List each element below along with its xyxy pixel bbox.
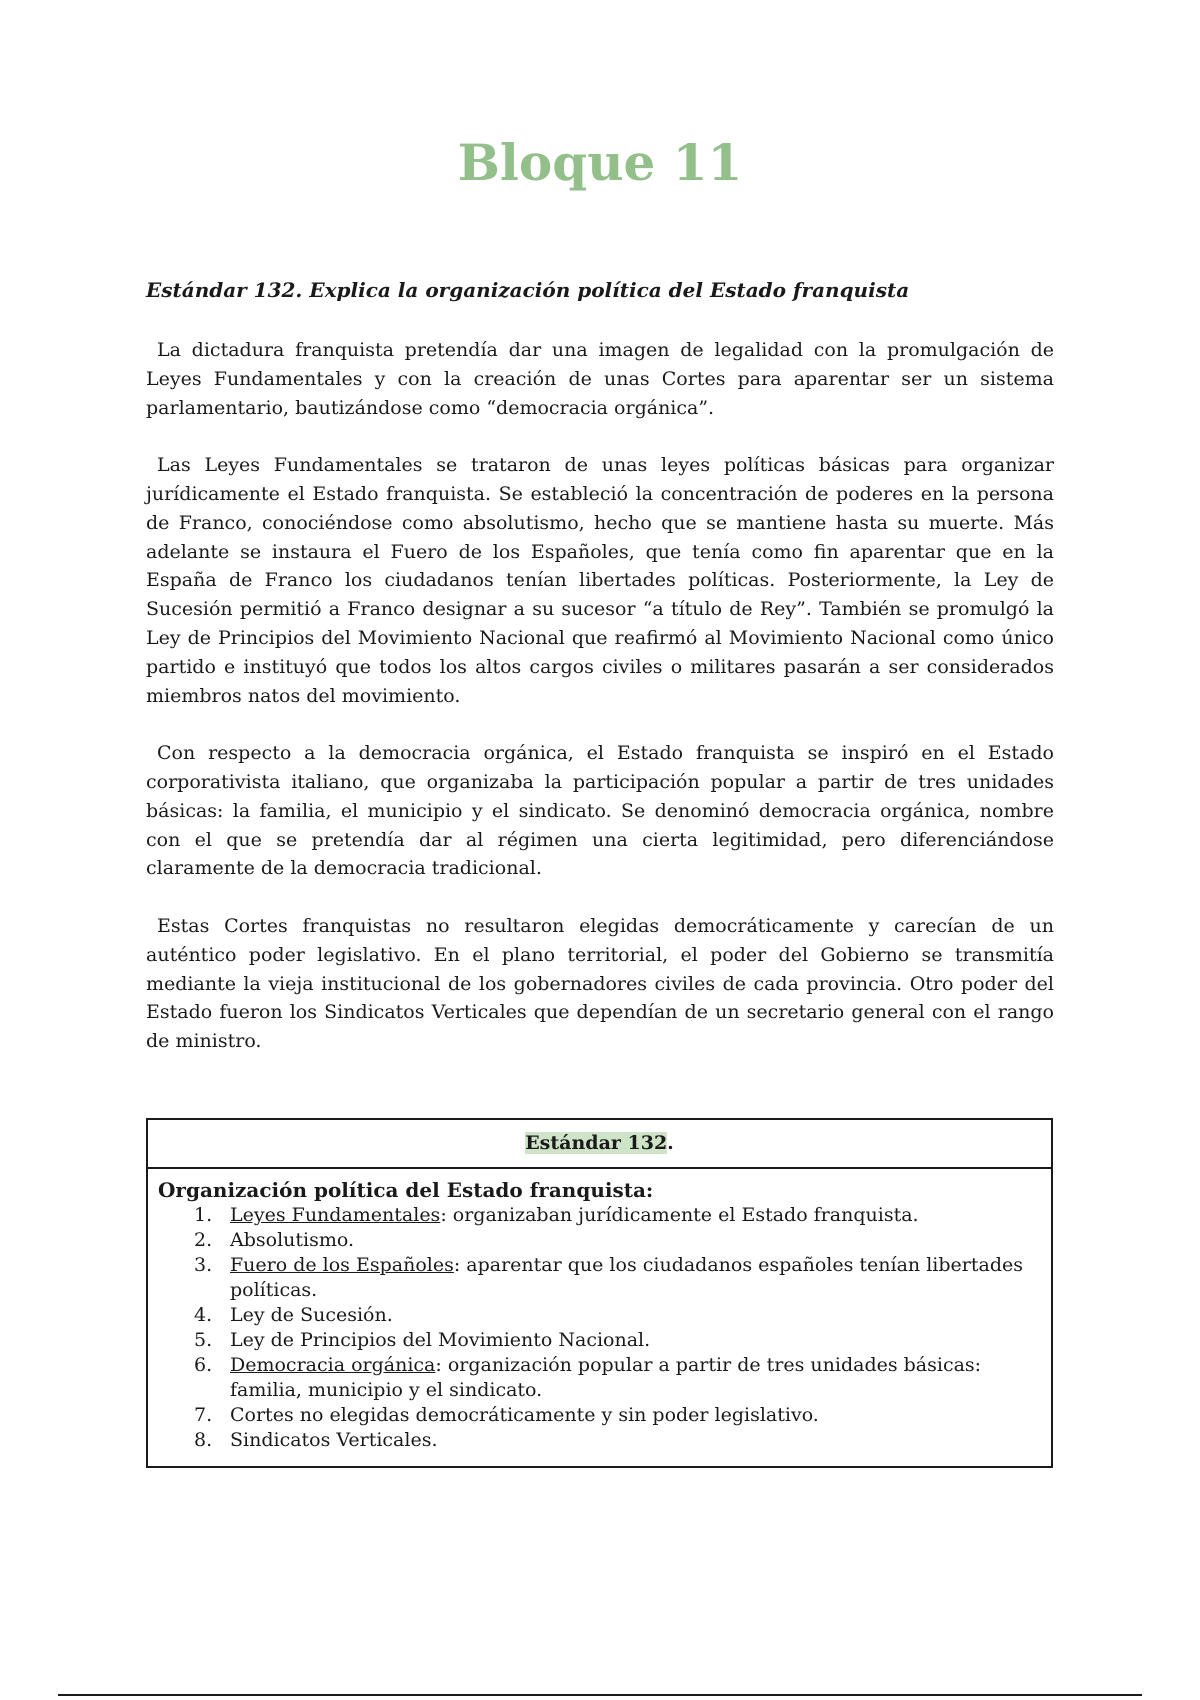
summary-box [146,1118,1053,1468]
list-term: Leyes Fundamentales [230,1204,441,1226]
list-item [158,1303,1041,1328]
list-text: Cortes no elegidas democráticamente y sin poder legislativo. [230,1404,819,1426]
list-item [158,1253,1041,1303]
list-number: 4. [194,1304,213,1326]
list-number: 6. [194,1354,213,1376]
list-number: 5. [194,1329,213,1351]
list-number: 7. [194,1404,213,1426]
list-item [158,1428,1041,1453]
list-item [158,1228,1041,1253]
summary-list [158,1203,1041,1453]
body-text [146,336,1054,1085]
footer-divider [58,1694,1142,1696]
list-text: : organización popular a partir de tres unidades básicas: familia, municipio y el sindicato. [230,1354,982,1401]
list-text: Sindicatos Verticales. [230,1429,438,1451]
list-text: : aparentar que los ciudadanos españoles tenían libertades políticas. [230,1254,1023,1301]
paragraph: Con respecto a la democracia orgánica, el Estado franquista se inspiró en el Estado corporativista italiano, que organizaba la participación popular a partir de tres unidades básicas: la familia, el municipio y el sindicato. Se denominó democracia orgánica, nombre con el que se pretendía dar al régimen una cierta legitimidad, pero diferenciándose claramente de la democracia tradicional. [146,742,1054,880]
list-term: Democracia orgánica [230,1354,436,1376]
list-item [158,1203,1041,1228]
paragraph: Las Leyes Fundamentales se trataron de unas leyes políticas básicas para organizar jurídicamente el Estado franquista. Se estableció la concentración de poderes en la persona de Franco, conociéndose como absolutismo, hecho que se mantiene hasta su muerte. Más adelante se instaura el Fuero de los Españoles, que tenía como fin aparentar que en la España de Franco los ciudadanos tenían libertades políticas. Posteriormente, la Ley de Sucesión permitió a Franco designar a su sucesor “a título de Rey”. También se promulgó la Ley de Principios del Movimiento Nacional que reafirmó al Movimiento Nacional como único partido e instituyó que todos los altos cargos civiles o militares pasarán a ser considerados miembros natos del movimiento. [146,454,1054,707]
list-item [158,1353,1041,1403]
summary-title: Organización política del Estado franquista: [158,1178,654,1202]
summary-box-body [148,1169,1051,1453]
list-text: : organizaban jurídicamente el Estado franquista. [440,1204,919,1226]
list-text: Absolutismo. [230,1229,355,1251]
standard-heading: Estándar 132. Explica la organización política del Estado franquista [146,278,910,302]
page-title: Bloque 11 [457,133,743,192]
list-term: Fuero de los Españoles [230,1254,454,1276]
paragraph: Estas Cortes franquistas no resultaron elegidas democráticamente y carecían de un auténtico poder legislativo. En el plano territorial, el poder del Gobierno se transmitía mediante la vieja institucional de los gobernadores civiles de cada provincia. Otro poder del Estado fueron los Sindicatos Verticales que dependían de un secretario general con el rango de ministro. [146,914,1054,1053]
list-number: 2. [194,1229,213,1251]
list-number: 8. [194,1429,213,1451]
list-number: 3. [194,1254,213,1276]
summary-header-period: . [667,1132,674,1154]
summary-header-label: Estándar 132 [525,1132,668,1154]
paragraph: La dictadura franquista pretendía dar una imagen de legalidad con la promulgación de Leyes Fundamentales y con la creación de unas Cortes para aparentar ser un sistema parlamentario, bautizándose como “democracia orgánica”. [146,339,1054,419]
list-text: Ley de Sucesión. [230,1304,393,1326]
list-number: 1. [194,1204,213,1226]
list-item [158,1403,1041,1428]
summary-box-header [148,1120,1051,1169]
list-text: Ley de Principios del Movimiento Nacional. [230,1329,651,1351]
list-item [158,1328,1041,1353]
